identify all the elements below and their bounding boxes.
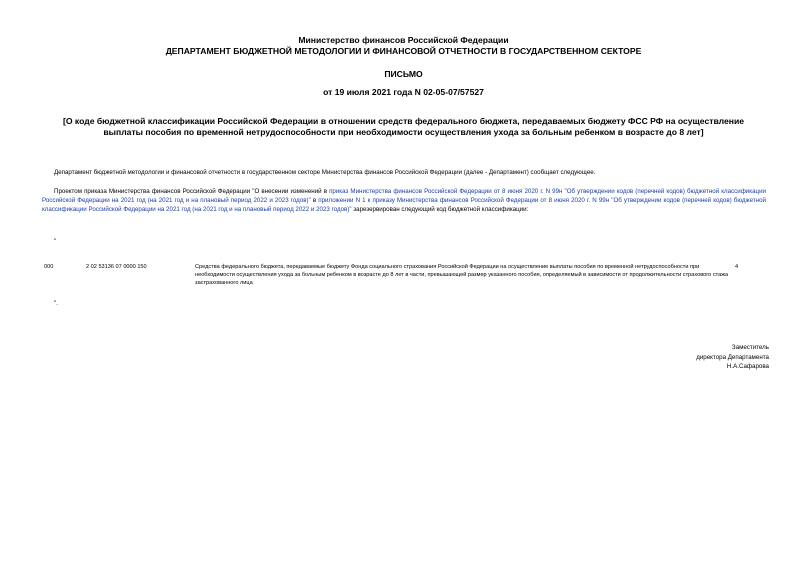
paragraph-main xyxy=(42,187,766,215)
signature-title-line1: Заместитель xyxy=(731,344,769,351)
paragraph-intro: Департамент бюджетной методологии и финансовой отчетности в государственном секторе Министерства финансов Российской Федерации (далее - Департамент) сообщает следующее. xyxy=(54,169,596,176)
column-value-cell: 4 xyxy=(735,264,739,270)
signature-title-line2: директора Департамента xyxy=(696,353,769,361)
document-subject: [О коде бюджетной классификации Российской Федерации в отношении средств федерального бюджета, передаваемых бюджету ФСС РФ на осуществление выплаты пособия по временной нетрудоспособности при необходимости осуществления ухода за больным ребенком в возрасте до 8 лет] xyxy=(62,116,745,137)
admin-code-cell: 000 xyxy=(44,264,54,270)
signature-name: Н.А.Сафарова xyxy=(726,363,769,370)
appendix-1-link[interactable]: приложении N 1 к приказу Министерства финансов Российской Федерации от 8 июня 2020 г. N 99н "Об утверждении кодов (перечней кодов) бюджетной классификации Российской Федерации на 2021 год (на 2021 год и на плановый период 2022 и 2023 годов)" xyxy=(42,197,766,214)
paragraph-main-text-a: Проектом приказа Министерства финансов Российской Федерации "О внесении изменений в xyxy=(54,188,330,195)
quote-open-mark: " xyxy=(54,238,57,245)
kbk-description-cell: Средства федерального бюджета, передаваемые бюджету Фонда социального страхования Российской Федерации на осуществление выплаты пособия по временной нетрудоспособности при необходимости осуществления ухода за больным ребенком в возрасте до 8 лет в части, превышающей размер указанного пособия, определяемый в зависимости от продолжительности страхового стажа застрахованного лица xyxy=(195,264,729,287)
paragraph-main-text-b: в xyxy=(310,197,319,205)
order-99n-link[interactable]: приказ Министерства финансов Российской Федерации от 8 июня 2020 г. N 99н "Об утверждении кодов (перечней кодов) бюджетной классификации Российской Федерации на 2021 год (на 2021 год и на плановый период 2022 и 2023 годов)" xyxy=(42,188,766,205)
paragraph-main-text-c: зарезервирован следующий код бюджетной классификации: xyxy=(351,206,529,214)
document-date-number: от 19 июля 2021 года N 02-05-07/57527 xyxy=(323,87,484,97)
kbk-code-cell: 2 02 53136 07 0000 150 xyxy=(86,264,147,270)
ministry-name: Министерство финансов Российской Федерации xyxy=(298,35,509,45)
document-type: ПИСЬМО xyxy=(384,69,423,79)
department-name: ДЕПАРТАМЕНТ БЮДЖЕТНОЙ МЕТОДОЛОГИИ И ФИНАНСОВОЙ ОТЧЕТНОСТИ В ГОСУДАРСТВЕННОМ СЕКТОРЕ xyxy=(165,46,642,56)
quote-close-mark: ". xyxy=(54,300,58,307)
